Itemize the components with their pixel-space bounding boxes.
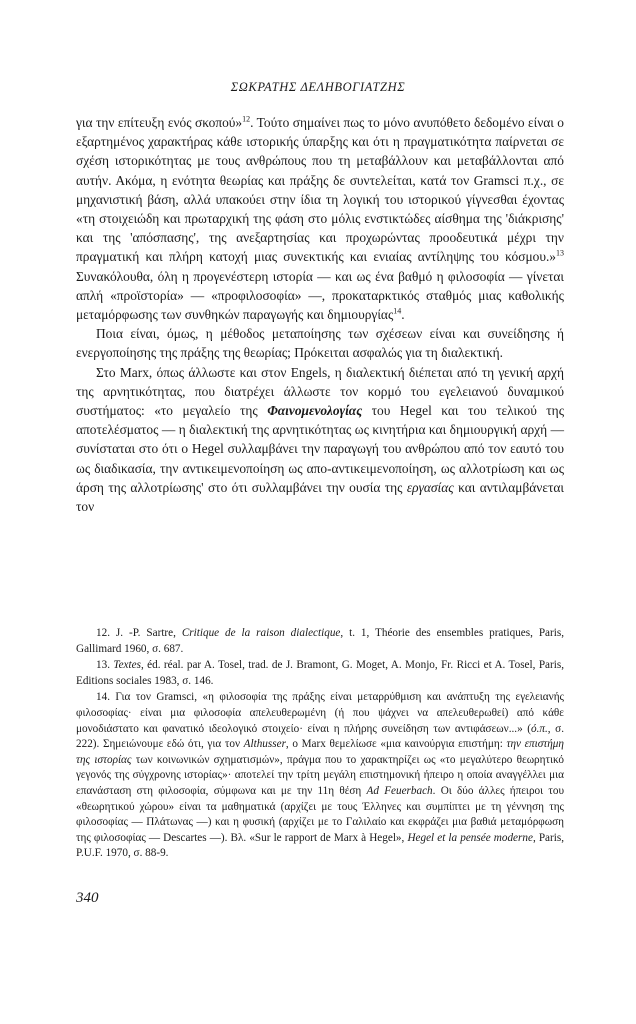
footnote-14 <box>76 690 564 862</box>
emphasis-title: Φαινομενολογίας <box>267 403 363 419</box>
footnotes <box>76 626 564 863</box>
text-span: του Hegel και του τελικού της αποτελέσματος — η διαλεκτική της αρνητικότητας ως κινητήρια και δημιουργική αρχή — συνίσταται στο ότι ο Hegel συλλαμβάνει την παραγωγή του ανθρώπου από τον εαυτό του ως διαδικασία, την αντικειμενοποίηση ως απο-αντικειμενοποίηση, ως αλλοτρίωση και ως άρση της αλλοτρίωσης' στο ότι συλλαμβάνει την ουσία της <box>76 403 564 495</box>
text-span: Στο Marx, όπως άλλωστε και στον Engels, η διαλεκτική διέπεται από τη γενική αρχή της αρνητικότητας, που διατρέχει άλλωστε τον κορμό του εγελειανού δυναμικού συστήματος: «το μεγαλείο της <box>76 364 564 419</box>
emphasis: Textes <box>113 659 141 672</box>
text-span: , ο Marx θεμελίωσε «μια καινούργια επιστήμη: <box>285 738 507 751</box>
text-span: 13. <box>96 659 114 672</box>
text-span: των κοινωνικών σχηματισμών», πράγμα που το χαρακτηρίζει ως «το μεγαλύτερο θεωρητικό γεγονός της σύγχρονης ιστορίας»· αποτελεί την τρίτη μεγάλη επιστημονική ήπειρο η οποία αναγγέλλει μια επανάσταση στη φιλοσοφία, σύμφωνα και με την 11η θέση <box>76 753 564 797</box>
text-span: , σ. 222). Σημειώνουμε εδώ ότι, για τον <box>76 722 564 751</box>
text-span: για την επίτευξη ενός σκοπού» <box>76 115 243 130</box>
text-span: και αντιλαμβάνεται τον <box>76 479 564 515</box>
emphasis: την επιστήμη της ιστορίας <box>76 738 564 766</box>
emphasis: Hegel et la pensée moderne <box>407 831 533 844</box>
emphasis: εργασίας <box>406 479 454 495</box>
main-text <box>76 113 564 516</box>
text-span: , t. 1, Théorie des ensembles pratiques, Paris, Gallimard 1960, σ. 687. <box>76 627 565 655</box>
paragraph-2: Ποια είναι, όμως, η μέθοδος μεταποίησης των σχέσεων είναι και συνείδησης ή ενεργοποίησης της πράξης της θεωρίας; Πρόκειται ασφαλώς για τη διαλεκτική. <box>76 326 564 361</box>
text-span: Συνακόλουθα, όλη η προγενέστερη ιστορία — και ως ένα βαθμό η φιλοσοφία — γίνεται απλή «προϊστορία» — «προφιλοσοφία» —, προκαταρκτικός σταθμός μιας καθολικής μεταμόρφωσης των συνθηκών παραγωγής και δημιουργίας <box>76 268 564 323</box>
emphasis: Ad Feuerbach <box>366 784 433 797</box>
footnote-ref-12[interactable]: 12 <box>242 114 251 124</box>
emphasis: Critique de la raison dialectique <box>181 627 341 639</box>
text-span: , éd. réal. par A. Tosel, trad. de J. Bramont, G. Moget, A. Monjo, Fr. Ricci et A. Tosel, Paris, Editions sociales 1983, σ. 146. <box>76 659 564 687</box>
footnote-13 <box>76 658 564 689</box>
emphasis: Althusser <box>243 738 286 751</box>
page-number: 340 <box>76 890 99 906</box>
footnote-ref-14[interactable]: 14 <box>393 306 402 316</box>
text-span: . <box>401 307 405 323</box>
text-span: . Τούτο σημαίνει πως το μόνο ανυπόθετο δεδομένο είναι ο εξαρτημένος χαρακτήρας κάθε ιστορικής ύπαρξης και ότι η πραγματικότητα παίρνεται σε σχέση ιστορικότητας με τους ανθρώπους που τη μεταβάλλουν και μεταβάλλονται από αυτήν. Ακόμα, η ενότητα θεωρίας και πράξης δε συντελείται, κατά τον Gramsci π.χ., σε μηχανιστική βάση, αλλά υπακούει στην ίδια τη λογική του ιστορικού γίγνεσθαι έχοντας «τη στοιχειώδη και πρωταρχική της φάση στο μόλις ενστικτώδες αίσθημα της 'διάκρισης' και της 'απόσπασης', της ανεξαρτησίας και προχωρώντας προοδευτικά μέχρι την πραγματική και πλήρη κατοχή μιας συνεκτικής και ενιαίας αντίληψης του κόσμου.» <box>76 115 565 265</box>
footnote-ref-13[interactable]: 13 <box>556 248 564 258</box>
emphasis: ό.π. <box>531 722 548 735</box>
paragraph-1 <box>76 113 564 324</box>
text-span: 14. Για τον Gramsci, «η φιλοσοφία της πράξης είναι μεταρρύθμιση και ανάπτυξη της εγελειανής φιλοσοφίας· είναι μια φιλοσοφία απελευθερωμένη (ή που ψάχνει να απελευθερωθεί) από κάθε μονοδιάστατο και φανατικό ιδεολογικό στοιχείο· είναι η πλήρης συνείδηση των αντιφάσεων...» ( <box>76 691 564 735</box>
running-head: ΣΩΚΡΑΤΗΣ ΔΕΛΗΒΟΓΙΑΤΖΗΣ <box>230 80 406 94</box>
text-span: 12. J. -P. Sartre, <box>96 627 182 639</box>
footnote-12 <box>76 626 564 657</box>
text-span: , Paris, P.U.F. 1970, σ. 88-9. <box>76 831 565 860</box>
text-span: . Οι δύο άλλες ήπειροι του «θεωρητικού χώρου» είναι τα μαθηματικά (αρχίζει με τους Έλληνες και συμπίπτει με τη γέννηση της φιλοσοφίας — Πλάτωνας —) και η φυσική (αρχίζει με το Γαλιλαίο και εκφράζει μια βαθιά μεταμόρφωση της φιλοσοφίας — Descartes —). Βλ. «Sur le rapport de Marx à Hegel», <box>76 784 564 844</box>
paragraph-3 <box>76 363 564 517</box>
